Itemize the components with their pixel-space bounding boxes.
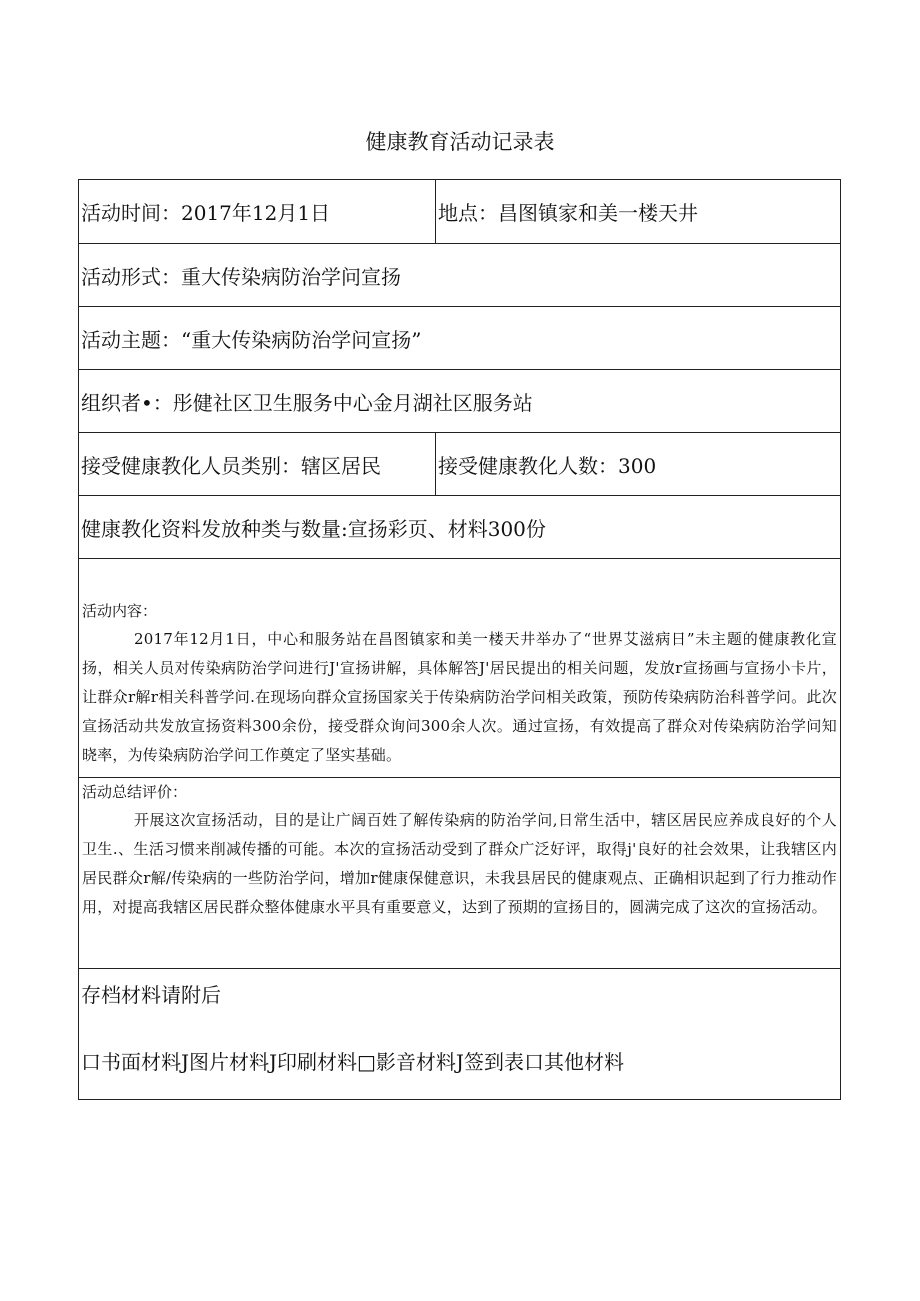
content-text: 2017年12月1日，中心和服务站在昌图镇家和美一楼天井举办了“世界艾滋病日”未主题的健康教化宣扬，相关人员对传染病防治学问进行J'宣扬讲解，具体解答J'居民提出的相关问题，发放r宣扬画与宣扬小卡片，让群众r解r相关科普学问.在现场向群众宣扬国家关于传染病防治学问相关政策，预防传染病防治科普学问。此次宣扬活动共发放宣扬资料300余份，接受群众询问300余人次。通过宣扬，有效提高了群众对传染病防治学问知晓率，为传染病防治学问工作奠定了坚实基础。 xyxy=(82,630,837,764)
activity-form: 活动形式：重大传染病防治学问宣扬 xyxy=(79,244,841,307)
row-materials xyxy=(79,496,841,559)
page-title: 健康教育活动记录表 xyxy=(365,130,555,154)
audience-count: 接受健康教化人数：300 xyxy=(436,433,841,496)
row-audience xyxy=(79,433,841,496)
row-theme xyxy=(79,307,841,370)
content-label: 活动内容： xyxy=(82,602,158,620)
organizer: 组织者•：彤健社区卫生服务中心金月湖社区服务站 xyxy=(79,370,841,433)
row-content xyxy=(79,559,841,778)
audience-category: 接受健康教化人员类别：辖区居民 xyxy=(79,433,436,496)
activity-time: 活动时间：2017年12月1日 xyxy=(79,180,436,244)
archive-note: 存档材料请附后 xyxy=(81,983,221,1007)
archive-cell xyxy=(79,969,841,1100)
row-archive xyxy=(79,969,841,1100)
activity-place: 地点：昌图镇家和美一楼天井 xyxy=(436,180,841,244)
materials-distributed: 健康教化资料发放种类与数量:宣扬彩页、材料300份 xyxy=(79,496,841,559)
content-cell xyxy=(79,559,841,778)
summary-text: 开展这次宣扬活动，目的是让广阔百姓了解传染病的防治学问,日常生活中，辖区居民应养成良好的个人卫生.、生活习惯来削减传播的可能。本次的宣扬活动受到了群众广泛好评，取得j'良好的社会效果，让我辖区内居民群众r解/传染病的一些防治学问，增加r健康保健意识，未我县居民的健康观点、正确相识起到了行力推动作用，对提高我辖区居民群众整体健康水平具有重要意义，达到了预期的宣扬目的，圆满完成了这次的宣扬活动。 xyxy=(82,811,837,916)
summary-cell xyxy=(79,778,841,969)
record-table xyxy=(78,179,841,1100)
row-time-place xyxy=(79,180,841,244)
row-organizer xyxy=(79,370,841,433)
row-summary xyxy=(79,778,841,969)
summary-label: 活动总结评价： xyxy=(82,783,188,801)
activity-theme: 活动主题：“重大传染病防治学问宣扬” xyxy=(79,307,841,370)
archive-checklist: 口书面材料J图片材料J印刷材料□影音材料J签到表口其他材料 xyxy=(81,1050,624,1074)
row-form xyxy=(79,244,841,307)
